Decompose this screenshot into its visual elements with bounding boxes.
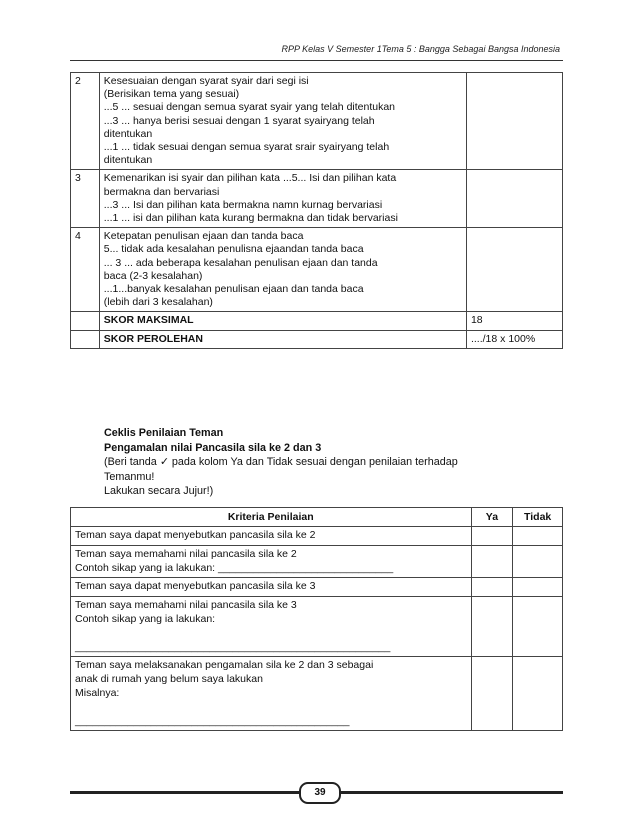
table-row [71,170,563,228]
score-cell[interactable] [466,73,562,170]
section-title: Ceklis Penilaian Teman [104,427,224,439]
peer-assessment-intro [104,426,544,499]
ya-checkbox-cell[interactable] [471,657,513,731]
instruction-line: Temanmu! [104,470,155,483]
criteria-cell [99,228,466,312]
tidak-checkbox-cell[interactable] [513,527,563,546]
column-header-ya: Ya [471,508,513,527]
footer-rule-left [70,791,302,794]
column-header-criteria: Kriteria Penilaian [71,508,472,527]
table-row [71,330,563,348]
table-row [71,228,563,312]
table-row [71,578,563,597]
criteria-cell [71,545,472,578]
max-score-label: SKOR MAKSIMAL [99,312,466,330]
criteria-line: Teman saya dapat menyebutkan pancasila sila ke 3 [75,580,316,593]
empty-cell [71,312,100,330]
criteria-cell [99,170,466,228]
criteria-line: ...1 ... isi dan pilihan kata kurang bermakna dan tidak bervariasi [103,212,398,225]
header-rule [70,60,563,61]
peer-checklist-table [70,507,563,731]
table-row [71,545,563,578]
table-row [71,73,563,170]
ya-checkbox-cell[interactable] [471,578,513,597]
criteria-cell [71,527,472,546]
criteria-line: ...1 ... tidak sesuai dengan semua syarat srair syairyang telah [103,141,390,154]
tidak-checkbox-cell[interactable] [513,597,563,657]
criteria-line: (Berisikan tema yang sesuai) [103,88,240,101]
criteria-line: Misalnya: [75,686,120,699]
criteria-cell [71,578,472,597]
criteria-line: baca (2-3 kesalahan) [103,269,203,282]
section-subtitle: Pengamalan nilai Pancasila sila ke 2 dan 3 [104,441,322,454]
running-header: RPP Kelas V Semester 1Tema 5 : Bangga Sebagai Bangsa Indonesia [281,44,560,54]
criteria-line: Teman saya dapat menyebutkan pancasila sila ke 2 [75,529,316,541]
criteria-cell [99,73,466,170]
criteria-line: anak di rumah yang belum saya lakukan [75,673,263,686]
table-header-row [71,508,563,527]
earned-score-label: SKOR PEROLEHAN [99,330,466,348]
ya-checkbox-cell[interactable] [471,597,513,657]
criteria-cell [71,597,472,657]
criteria-line: ...3 ... Isi dan pilihan kata bermakna namn kurnag bervariasi [103,198,383,211]
row-number: 2 [71,73,100,170]
earned-score-value: ..../18 x 100% [466,330,562,348]
criteria-line [75,701,467,715]
instruction-line: (Beri tanda ✓ pada kolom Ya dan Tidak sesuai dengan penilaian terhadap [104,456,458,468]
criteria-line: ... 3 ... ada beberapa kesalahan penulisan ejaan dan tanda [103,256,378,269]
criteria-line: Ketepatan penulisan ejaan dan tanda baca [103,230,304,243]
table-row [71,597,563,657]
row-number: 4 [71,228,100,312]
empty-cell [71,330,100,348]
instruction-line: Lakukan secara Jujur!) [104,485,214,497]
criteria-line: Teman saya memahami nilai pancasila sila ke 3 [75,599,297,612]
score-cell[interactable] [466,170,562,228]
criteria-line: ...3 ... hanya berisi sesuai dengan 1 syarat syairyang telah [103,114,375,127]
footer-rule-right [334,791,563,794]
criteria-line: (lebih dari 3 kesalahan) [103,296,213,309]
rubric-table [70,72,563,349]
table-row [71,657,563,731]
criteria-line: ditentukan [103,127,153,140]
ya-checkbox-cell[interactable] [471,545,513,578]
criteria-line: Contoh sikap yang ia lakukan: ______________________________ [75,561,394,574]
score-cell[interactable] [466,228,562,312]
tidak-checkbox-cell[interactable] [513,578,563,597]
criteria-line: 5... tidak ada kesalahan penulisna ejaandan tanda baca [103,243,364,256]
ya-checkbox-cell[interactable] [471,527,513,546]
page-number: 39 [299,782,341,804]
row-number: 3 [71,170,100,228]
tidak-checkbox-cell[interactable] [513,545,563,578]
criteria-line: _______________________________________________ [75,714,350,727]
tidak-checkbox-cell[interactable] [513,657,563,731]
criteria-line: Teman saya memahami nilai pancasila sila ke 2 [75,547,297,560]
criteria-line [75,627,467,641]
column-header-tidak: Tidak [513,508,563,527]
criteria-line: Kesesuaian dengan syarat syair dari segi isi [103,75,309,87]
table-row [71,312,563,330]
criteria-line: bermakna dan bervariasi [103,185,220,198]
criteria-line: ...1...banyak kesalahan penulisan ejaan dan tanda baca [103,283,364,296]
criteria-line: ...5 ... sesuai dengan semua syarat syair yang telah ditentukan [103,101,396,114]
criteria-line: Teman saya melaksanakan pengamalan sila ke 2 dan 3 sebagai [75,659,374,672]
criteria-line: Contoh sikap yang ia lakukan: [75,612,216,625]
criteria-line: Kemenarikan isi syair dan pilihan kata ...5... Isi dan pilihan kata [103,172,397,185]
criteria-line: ditentukan [103,154,153,167]
criteria-cell [71,657,472,731]
criteria-line: ______________________________________________________ [75,640,391,653]
max-score-value: 18 [466,312,562,330]
table-row [71,527,563,546]
